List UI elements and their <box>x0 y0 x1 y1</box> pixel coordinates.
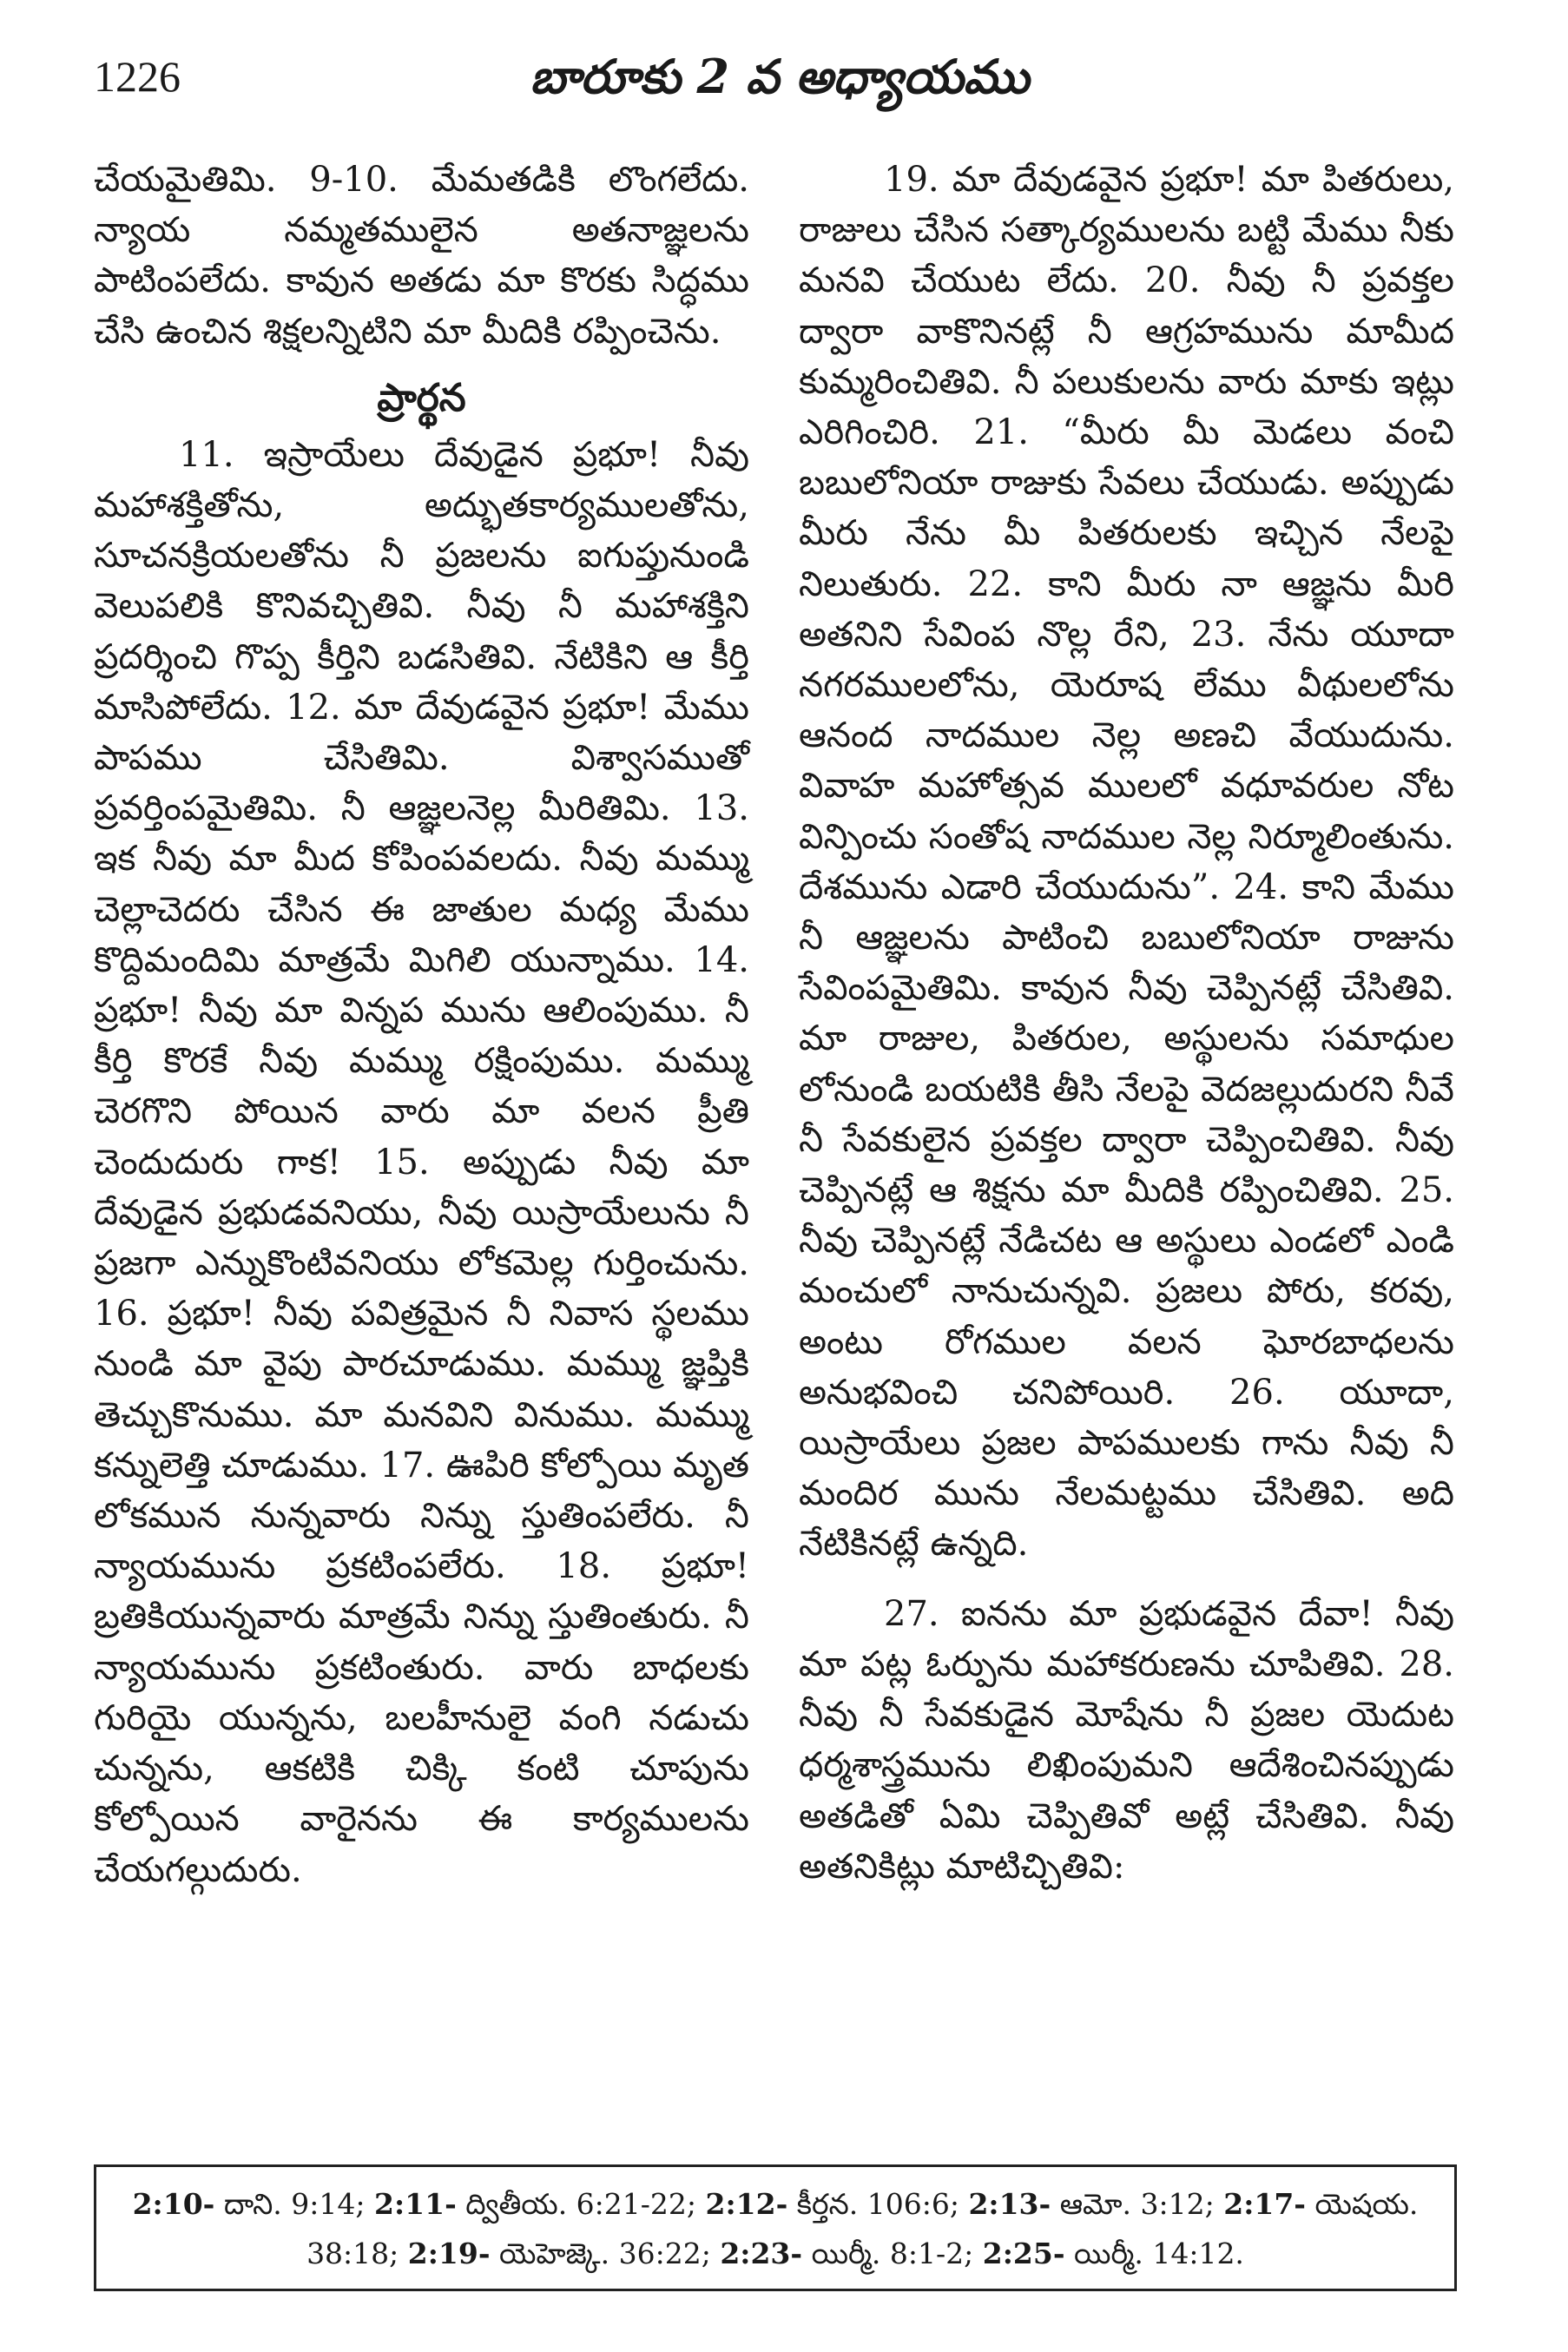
reference-label: 2:23- <box>720 2237 803 2270</box>
reference-text: యిర్మీ. 14:12. <box>1064 2237 1244 2270</box>
reference-text: యెహెజ్కె. 36:22; <box>490 2237 721 2270</box>
reference-text: ఆమో. 3:12; <box>1051 2187 1224 2221</box>
reference-label: 2:13- <box>968 2187 1051 2221</box>
paragraph-verses-11-18: 11. ఇస్రాయేలు దేవుడైన ప్రభూ! నీవు మహాశక్తితోను, అద్భుతకార్యములతోను, సూచనక్రియలతోను నీ ప్రజలను ఐగుప్తునుండి వెలుపలికి కొనివచ్చితివి. నీవు నీ మహాశక్తిని ప్రదర్శించి గొప్ప కీర్తిని బడసితివి. నేటికిని ఆ కీర్తి మాసిపోలేదు. 12. మా దేవుడవైన ప్రభూ! మేము పాపము చేసితిమి. విశ్వాసముతో ప్రవర్తింపమైతిమి. నీ ఆజ్ఞలనెల్ల మీరితిమి. 13. ఇక నీవు మా మీద కోపింపవలదు. నీవు మమ్ము చెల్లాచెదరు చేసిన ఈ జాతుల మధ్య మేము కొద్దిమందిమి మాత్రమే మిగిలి యున్నాము. 14. ప్రభూ! నీవు మా విన్నప మును ఆలింపుము. నీ కీర్తి కొరకే నీవు మమ్ము రక్షింపుము. మమ్ము చెరగొని పోయిన వారు మా వలన ప్రీతి చెందుదురు గాక! 15. అప్పుడు నీవు మా దేవుడైన ప్రభుడవనియు, నీవు యిస్రాయేలును నీ ప్రజగా ఎన్నుకొంటివనియు లోకమెల్ల గుర్తించును. 16. ప్రభూ! నీవు పవిత్రమైన నీ నివాస స్థలము నుండి మా వైపు పారచూడుము. మమ్ము జ్ఞప్తికి తెచ్చుకొనుము. మా మనవిని వినుము. మమ్ము కన్నులెత్తి చూడుము. 17. ఊపిరి కోల్పోయి మృత లోకమున నున్నవారు నిన్ను స్తుతింపలేరు. నీ న్యాయమును ప్రకటింపలేరు. 18. ప్రభూ! బ్రతికియున్నవారు మాత్రమే నిన్ను స్తుతింతురు. నీ న్యాయమును ప్రకటింతురు. వారు బాధలకు గురియై యున్నను, బలహీనులై వంగి నడుచు చున్నను, ఆకటికి చిక్కి కంటి చూపును కోల్పోయిన వారైనను ఈ కార్యములను చేయగల్గుదురు. <box>94 434 749 1890</box>
page-number: 1226 <box>94 52 181 101</box>
reference-label: 2:25- <box>982 2237 1065 2270</box>
cross-reference-item <box>133 2187 374 2221</box>
reference-text: యిర్మీ. 8:1-2; <box>802 2237 983 2270</box>
page-header <box>94 42 1466 111</box>
paragraph-verses-19-26: 19. మా దేవుడవైన ప్రభూ! మా పితరులు, రాజులు చేసిన సత్కార్యములను బట్టి మేము నీకు మనవి చేయుట లేదు. 20. నీవు నీ ప్రవక్తల ద్వారా వాకొనినట్లే నీ ఆగ్రహమును మామీద కుమ్మరించితివి. నీ పలుకులను వారు మాకు ఇట్లు ఎరిగించిరి. 21. “మీరు మీ మెడలు వంచి బబులోనియా రాజుకు సేవలు చేయుడు. అప్పుడు మీరు నేను మీ పితరులకు ఇచ్చిన నేలపై నిలుతురు. 22. కాని మీరు నా ఆజ్ఞను మీరి అతనిని సేవింప నొల్ల రేని, 23. నేను యూదా నగరములలోను, యెరూష లేము వీథులలోను ఆనంద నాదముల నెల్ల అణచి వేయుదును. వివాహ మహోత్సవ ములలో వధూవరుల నోట విన్పించు సంతోష నాదముల నెల్ల నిర్మూలింతును. దేశమును ఎడారి చేయుదును”. 24. కాని మేము నీ ఆజ్ఞలను పాటించి బబులోనియా రాజును సేవింపమైతిమి. కావున నీవు చెప్పినట్లే చేసితివి. మా రాజుల, పితరుల, అస్థులను సమాధుల లోనుండి బయటికి తీసి నేలపై వెదజల్లుదురని నీవే నీ సేవకులైన ప్రవక్తల ద్వారా చెప్పించితివి. నీవు చెప్పినట్లే ఆ శిక్షను మా మీదికి రప్పించితివి. 25. నీవు చెప్పినట్లే నేడిచట ఆ అస్థులు ఎండలో ఎండి మంచులో నానుచున్నవి. ప్రజలు పోరు, కరవు, అంటు రోగముల వలన ఘోరబాధలను అనుభవించి చనిపోయిరి. 26. యూదా, యిస్రాయేలు ప్రజల పాపములకు గాను నీవు నీ మందిర మును నేలమట్టము చేసితివి. అది నేటికినట్లే ఉన్నది. <box>799 160 1454 1565</box>
reference-text: కీర్తన. 106:6; <box>787 2187 969 2221</box>
reference-text: యెషయ. 38:18; <box>306 2187 1419 2270</box>
right-column <box>799 155 1454 1892</box>
cross-reference-box <box>94 2164 1457 2291</box>
cross-reference-item <box>983 2237 1244 2270</box>
running-title: బారూకు 2 వ అధ్యాయము <box>530 49 1030 104</box>
reference-label: 2:12- <box>705 2187 788 2221</box>
cross-reference-item <box>374 2187 706 2221</box>
paragraph-verses-27-28: 27. ఐనను మా ప్రభుడవైన దేవా! నీవు మా పట్ల ఓర్పును మహాకరుణను చూపితివి. 28. నీవు నీ సేవకుడైన మోషేను నీ ప్రజల యెదుట ధర్మశాస్త్రమును లిఖింపుమని ఆదేశించినప్పుడు అతడితో ఏమి చెప్పితివో అట్లే చేసితివి. నీవు అతనికిట్లు మాటిచ్చితివి: <box>799 1593 1454 1887</box>
section-heading: ప్రార్థన <box>377 375 466 420</box>
cross-reference-item <box>408 2237 721 2270</box>
reference-label: 2:19- <box>407 2237 491 2270</box>
reference-label: 2:11- <box>374 2187 457 2221</box>
left-column <box>94 155 749 1895</box>
cross-reference-item <box>720 2237 982 2270</box>
cross-reference-item <box>968 2187 1223 2221</box>
paragraph-continuation: చేయమైతిమి. 9-10. మేమతడికి లొంగలేదు. న్యాయ నమ్మతములైన అతనాజ్ఞలను పాటింపలేదు. కావున అతడు మా కొరకు సిద్ధము చేసి ఉంచిన శిక్షలన్నిటిని మా మీదికి రప్పించెను. <box>94 160 749 352</box>
reference-text: దాని. 9:14; <box>214 2187 375 2221</box>
reference-text: ద్వితీయ. 6:21-22; <box>456 2187 706 2221</box>
cross-reference-item <box>706 2187 969 2221</box>
reference-label: 2:10- <box>132 2187 215 2221</box>
reference-label: 2:17- <box>1223 2187 1306 2221</box>
